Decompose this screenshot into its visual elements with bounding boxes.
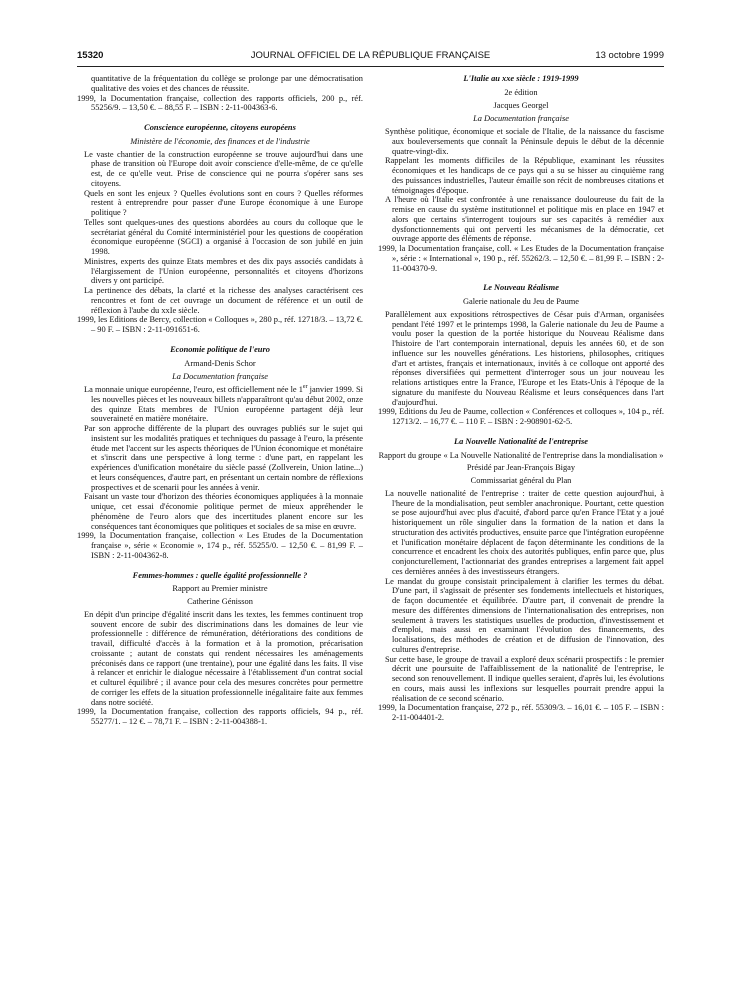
paragraph: Faisant un vaste tour d'horizon des théories économiques appliquées à la monnaie unique, cet essai d'économie politique permet de mieux appréhender le phénomène de l'euro alors que des incertitudes planent encore sur les conséquences tant économiques que politiques et sociales de sa mise en œuvre. [84, 492, 363, 531]
paragraph: Le vaste chantier de la construction européenne se trouve aujourd'hui dans une phase de transition où l'Europe doit avoir conscience d'elle-même, de ce qu'elle est, de ce qu'elle veut. Prise de conscience qui ne pourra s'opérer sans ses citoyens. [84, 149, 363, 188]
header-rule [77, 66, 664, 67]
paragraph: Parallèlement aux expositions rétrospectives de César puis d'Arman, organisées pendant l'été 1997 et le printemps 1998, la Galerie nationale du Jeu de Paume a voulu poser la question de la portée historique du Nouveau Réalisme dans l'histoire de l'art contemporain international, depuis les années 60, et de son influence sur les nouvelles générations. Les historiens, philosophes, critiques d'art et artistes, français et internationaux, invités à ce colloque ont apporté des réponses diversifiées qui permettent d'interroger sous un jour nouveau les relations artistiques entre la France, l'Europe et les Etats-Unis à l'époque de la signature du manifeste du Nouveau Réalisme et leurs conséquences dans l'art d'aujourd'hui. [385, 309, 664, 407]
left-column [77, 72, 363, 727]
paragraph: A l'heure où l'Italie est confrontée à une renaissance douloureuse du fait de la remise en cause du système institutionnel et politique mis en place en 1947 et alors que certains s'interrogent toujours sur ses capacités à remédier aux dysfonctionnements qui ont perverti les mécanismes de la démocratie, cet ouvrage apporte des éléments de réponse. [385, 195, 664, 244]
article-subtitle: Galerie nationale du Jeu de Paume [462, 297, 580, 306]
article-subtitle-ministry: Ministère de l'économie, des finances et de l'industrie [130, 136, 310, 146]
page-number: 15320 [77, 50, 104, 61]
paragraph: Quels en sont les enjeux ? Quelles évolutions sont en cours ? Quelles réformes restent à entreprendre pour passer d'une Europe économique à une Europe politique ? [84, 188, 363, 217]
intro-continuation: quantitative de la fréquentation du collège se prolonge par une démocratisation qualitative des voies et des chances de réussite. [91, 74, 363, 93]
reference: 1999, la Documentation française, 272 p., réf. 55309/3. – 16,01 €. – 105 F. – ISBN : 2-11-004401-2. [378, 703, 664, 722]
author: Catherine Génisson [187, 597, 253, 606]
right-column [378, 72, 664, 723]
chair: Présidé par Jean-François Bigay [466, 463, 576, 473]
article-title-conscience: Conscience européenne, citoyens européens [144, 123, 296, 132]
paragraph: Ministres, experts des quinze Etats membres et des dix pays associés candidats à l'élargissement de l'Union européenne, personnalités et citoyens d'horizons divers y ont participé. [84, 256, 363, 286]
paragraph: Telles sont quelques-unes des questions abordées au cours du colloque que le secrétariat général du Comité interministériel pour les questions de coopération économique européenne (SGCI) a organisé à l'occasion de son jubilé en juin 1998. [84, 217, 363, 256]
reference: 1999, la Documentation française, collection des rapports officiels, 94 p., réf. 55277/1. – 12 €. – 78,71 F. – ISBN : 2-11-004388-1. [77, 707, 363, 726]
article-title-nouveau-realisme: Le Nouveau Réalisme [483, 283, 559, 293]
publisher: La Documentation française [172, 372, 268, 382]
paragraph: Par son approche différente de la plupart des ouvrages publiés sur le sujet qui insistent sur les modalités pratiques et techniques du passage à l'euro, la présente étude met l'accent sur les aspects théoriques de l'Union économique et monétaire et s'inscrit dans une perspective à long terme : d'une part, en rappelant les expériences d'unification monétaire du siècle passé (Zollverein, Union latine...) et leurs conséquences, d'autre part, en présentant un certain nombre de réflexions prospectives et de scenarii pour les années à venir. [84, 424, 363, 492]
journal-title: JOURNAL OFFICIEL DE LA RÉPUBLIQUE FRANÇAISE [250, 50, 491, 61]
article-title-italie: L'Italie au xxe siècle : 1919-1999 [463, 74, 579, 83]
paragraph: En dépit d'un principe d'égalité inscrit dans les textes, les femmes continuent trop souvent encore de subir des discriminations dans les domaines de leur vie professionnelle : différence de rémunération, détériorations des conditions de travail, difficulté d'accès à la formation et à la promotion, précarisation croissante ; autant de constats qui rendent nécessaires les aménagements préconisés dans ce rapport (une trentaine), pour une égalité dans les faits. Il vise à relancer et enrichir le dialogue nécessaire à l'établissement d'un contrat social et culturel équilibré ; il avance pour cela des mesures concrètes pour permettre de corriger les effets de la situation professionnelle inégalitaire faite aux femmes dans notre société. [84, 609, 363, 707]
page-header [77, 50, 664, 64]
publisher: La Documentation française [473, 114, 569, 124]
article-title-femmes-hommes: Femmes-hommes : quelle égalité professionnelle ? [132, 570, 308, 580]
article-subtitle: Rapport au Premier ministre [172, 584, 268, 594]
article-title-nationalite: La Nouvelle Nationalité de l'entreprise [454, 436, 588, 446]
organisation: Commissariat général du Plan [470, 476, 572, 485]
edition: 2e édition [504, 87, 538, 97]
paragraph: Rappelant les moments difficiles de la République, examinant les réussites économiques et les handicaps de ce pays qui a su se hisser au cinquième rang des puissances industrielles, l'auteur émaille son récit de nombreuses citations et témoignages d'époque. [385, 156, 664, 195]
article-subtitle: Rapport du groupe « La Nouvelle Nationalité de l'entreprise dans la mondialisation » [378, 450, 664, 460]
paragraph: La pertinence des débats, la clarté et la richesse des analyses caractérisent ces rencontres et font de cet ouvrage un document de référence et un outil de réflexion à l'aube du xxIe siècle. [84, 286, 363, 315]
intro-reference: 1999, la Documentation française, collection des rapports officiels, 200 p., réf. 55256/9. – 13,50 €. – 88,55 F. – ISBN : 2-11-004363-6. [77, 93, 363, 113]
author: Armand-Denis Schor [184, 358, 256, 368]
article-title-euro: Economie politique de l'euro [170, 344, 270, 354]
reference: 1999, la Documentation française, collection « Les Etudes de la Documentation française », série « Economie », 174 p., réf. 55255/0. – 12,50 €. – 81,99 F. – ISBN : 2-11-004362-8. [77, 531, 363, 560]
reference: 1999, Editions du Jeu de Paume, collection « Conférences et colloques », 104 p., réf. 12713/2. – 16,77 €. – 110 F. – ISBN : 2-908901-62-5. [378, 407, 664, 426]
issue-date: 13 octobre 1999 [595, 50, 664, 61]
author: Jacques Georgel [493, 100, 549, 110]
paragraph: La monnaie unique européenne, l'euro, est officiellement née le 1er janvier 1999. Si les nouvelles pièces et les nouveaux billets n'apparaîtront qu'au début 2002, onze des quinze Etats membres de l'Union européenne partagent déjà leur souveraineté en matière monétaire. [84, 384, 363, 424]
reference: 1999, la Documentation française, coll. « Les Etudes de la Documentation française », série : « International », 190 p., réf. 55262/3. – 12,50 €. – 81,99 F. – ISBN : 2-11-004370-9. [378, 244, 664, 273]
paragraph: La nouvelle nationalité de l'entreprise : traiter de cette question aujourd'hui, à l'heure de la mondialisation, peut sembler anachronique. Pourtant, cette question se pose aujourd'hui avec plus d'acuité, d'abord parce qu'en France l'Etat y a joué historiquement un rôle singulier dans la formation de la nation et dans la structuration des activités productives, ensuite parce que l'intégration européenne et l'unification monétaire déplacent de façon déterminante les conditions de la concurrence et encadrent les choix des autorités publiques, enfin parce que, plus conjoncturellement, l'actionnariat des grandes entreprises a largement fait appel ces dernières années à des investisseurs étrangers. [385, 488, 664, 576]
paragraph: Sur cette base, le groupe de travail a exploré deux scénarii prospectifs : le premier décrit une poursuite de l'affaiblissement de la nationalité de l'entreprise, le second son renouvellement. Il indique quelles seraient, d'après lui, les évolutions en cours, mais aussi les inflexions sur lesquelles pourrait prendre appui la réalisation de ce second scénario. [385, 654, 664, 703]
paragraph: Le mandat du groupe consistait principalement à clarifier les termes du débat. D'une part, il s'agissait de présenter ses fondements intellectuels et historiques, de façon documentée et équilibrée. D'autre part, il convenait de prendre la mesure des différentes dimensions de l'internationalisation des entreprises, non seulement à travers les statistiques usuelles de production, d'investissement et d'emploi, mais aussi en examinant l'évolution des financements, des localisations, des méthodes de création et de diffusion de l'innovation, des cultures d'entreprise. [385, 576, 664, 654]
paragraph: Synthèse politique, économique et sociale de l'Italie, de la naissance du fascisme aux bouleversements que connaît la Péninsule depuis le début de la décennie quatre-vingt-dix. [385, 127, 664, 156]
reference: 1999, les Editions de Bercy, collection « Colloques », 280 p., réf. 12718/3. – 13,72 €. – 90 F. – ISBN : 2-11-091651-6. [77, 315, 363, 334]
